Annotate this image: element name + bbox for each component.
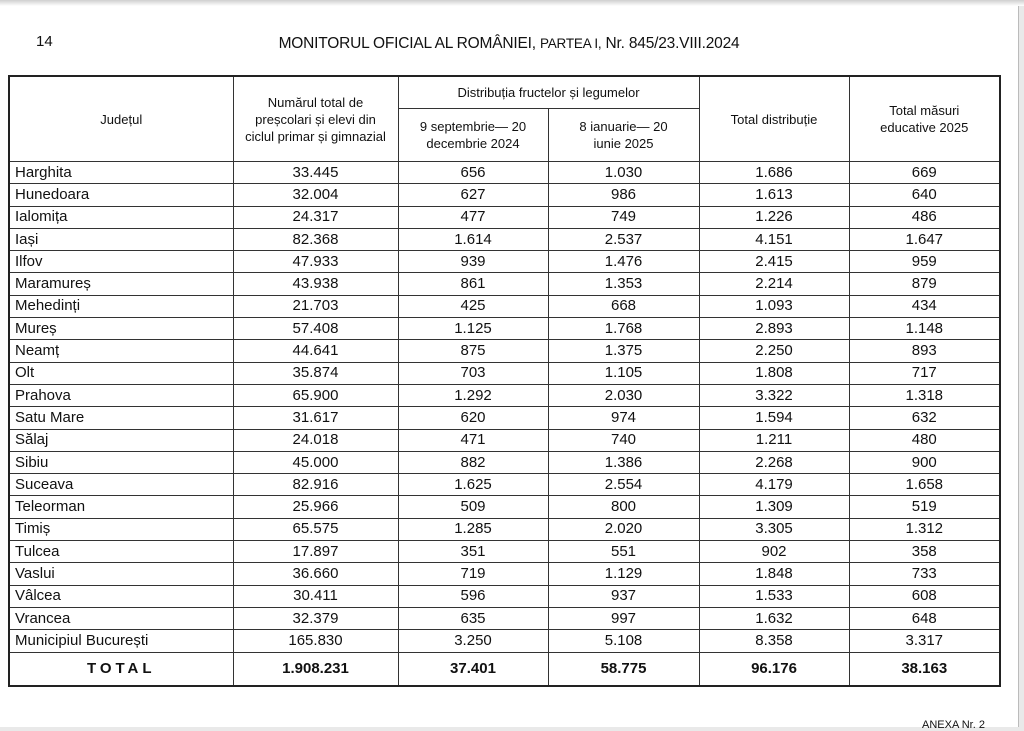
cell-students: 33.445: [233, 162, 398, 184]
cell-period-1: 620: [398, 407, 548, 429]
cell-county: Vrancea: [9, 607, 233, 629]
cell-period-2: 58.775: [548, 652, 699, 686]
table-row: [9, 206, 1000, 228]
cell-period-2: 749: [548, 206, 699, 228]
cell-period-2: 1.030: [548, 162, 699, 184]
cell-period-1: 703: [398, 362, 548, 384]
cell-period-2: 974: [548, 407, 699, 429]
annex-label: ANEXA Nr. 2: [922, 719, 985, 731]
cell-total-distribution: 1.533: [699, 585, 849, 607]
cell-period-1: 477: [398, 206, 548, 228]
cell-educational: 1.658: [849, 474, 1000, 496]
table-row: [9, 384, 1000, 406]
table-row: [9, 630, 1000, 652]
table-row: [9, 541, 1000, 563]
cell-period-2: 1.476: [548, 251, 699, 273]
cell-total-distribution: 1.686: [699, 162, 849, 184]
cell-period-2: 2.030: [548, 384, 699, 406]
table-row: [9, 251, 1000, 273]
cell-total-distribution: 1.808: [699, 362, 849, 384]
cell-county: Tulcea: [9, 541, 233, 563]
cell-total-distribution: 902: [699, 541, 849, 563]
cell-educational: 519: [849, 496, 1000, 518]
cell-period-2: 997: [548, 607, 699, 629]
cell-period-1: 861: [398, 273, 548, 295]
cell-county: Mureș: [9, 318, 233, 340]
cell-county: Teleorman: [9, 496, 233, 518]
cell-students: 24.018: [233, 429, 398, 451]
cell-period-2: 2.020: [548, 518, 699, 540]
table-row: [9, 340, 1000, 362]
cell-total-distribution: 1.613: [699, 184, 849, 206]
cell-total-distribution: 2.214: [699, 273, 849, 295]
cell-county: Timiș: [9, 518, 233, 540]
cell-period-2: 2.554: [548, 474, 699, 496]
cell-period-1: 656: [398, 162, 548, 184]
cell-educational: 733: [849, 563, 1000, 585]
cell-period-2: 1.105: [548, 362, 699, 384]
cell-period-1: 939: [398, 251, 548, 273]
cell-period-2: 1.768: [548, 318, 699, 340]
title-main: MONITORUL OFICIAL AL ROMÂNIEI,: [278, 35, 536, 52]
cell-total-distribution: 4.179: [699, 474, 849, 496]
cell-period-1: 1.292: [398, 384, 548, 406]
cell-period-1: 875: [398, 340, 548, 362]
cell-county: Sălaj: [9, 429, 233, 451]
table-row: [9, 607, 1000, 629]
table-row: [9, 162, 1000, 184]
table-row: [9, 362, 1000, 384]
table-row: [9, 295, 1000, 317]
table-row: [9, 563, 1000, 585]
cell-county: Maramureș: [9, 273, 233, 295]
cell-period-1: 1.625: [398, 474, 548, 496]
cell-total-distribution: 3.305: [699, 518, 849, 540]
cell-total-distribution: 1.594: [699, 407, 849, 429]
cell-educational: 893: [849, 340, 1000, 362]
cell-period-1: 596: [398, 585, 548, 607]
table-row: [9, 429, 1000, 451]
cell-students: 43.938: [233, 273, 398, 295]
cell-students: 165.830: [233, 630, 398, 652]
table-row: [9, 228, 1000, 250]
cell-period-2: 1.129: [548, 563, 699, 585]
cell-period-2: 937: [548, 585, 699, 607]
cell-students: 82.916: [233, 474, 398, 496]
cell-educational: 608: [849, 585, 1000, 607]
cell-students: 47.933: [233, 251, 398, 273]
table-row: [9, 474, 1000, 496]
title-issue: Nr. 845/23.VIII.2024: [605, 35, 740, 52]
cell-period-1: 425: [398, 295, 548, 317]
cell-educational: 648: [849, 607, 1000, 629]
cell-students: 31.617: [233, 407, 398, 429]
table-row: [9, 273, 1000, 295]
header-period-1: 9 septembrie— 20 decembrie 2024: [398, 109, 548, 162]
cell-educational: 632: [849, 407, 1000, 429]
cell-period-2: 1.353: [548, 273, 699, 295]
header-students: Numărul total de preșcolari și elevi din ciclul primar și gimnazial: [233, 76, 398, 162]
header-distribution: Distribuția fructelor și legumelor: [398, 76, 699, 109]
cell-period-1: 471: [398, 429, 548, 451]
cell-students: 82.368: [233, 228, 398, 250]
cell-total-distribution: 8.358: [699, 630, 849, 652]
cell-students: 25.966: [233, 496, 398, 518]
cell-students: 35.874: [233, 362, 398, 384]
cell-students: 1.908.231: [233, 652, 398, 686]
cell-county: Harghita: [9, 162, 233, 184]
cell-total-distribution: 2.268: [699, 451, 849, 473]
cell-educational: 480: [849, 429, 1000, 451]
cell-period-2: 551: [548, 541, 699, 563]
cell-students: 21.703: [233, 295, 398, 317]
cell-total-distribution: 1.309: [699, 496, 849, 518]
table-row: [9, 585, 1000, 607]
cell-period-2: 1.386: [548, 451, 699, 473]
cell-county: Neamț: [9, 340, 233, 362]
cell-period-2: 668: [548, 295, 699, 317]
cell-educational: 486: [849, 206, 1000, 228]
cell-educational: 434: [849, 295, 1000, 317]
cell-county: Ilfov: [9, 251, 233, 273]
cell-total-distribution: 1.211: [699, 429, 849, 451]
cell-county: Satu Mare: [9, 407, 233, 429]
cell-students: 45.000: [233, 451, 398, 473]
cell-period-2: 2.537: [548, 228, 699, 250]
cell-county: Suceava: [9, 474, 233, 496]
table-row: [9, 451, 1000, 473]
cell-county: Vaslui: [9, 563, 233, 585]
cell-county: Iași: [9, 228, 233, 250]
cell-period-1: 1.125: [398, 318, 548, 340]
cell-period-1: 1.285: [398, 518, 548, 540]
cell-period-1: 3.250: [398, 630, 548, 652]
cell-period-1: 37.401: [398, 652, 548, 686]
cell-total-distribution: 1.226: [699, 206, 849, 228]
cell-total-distribution: 3.322: [699, 384, 849, 406]
cell-county: TOTAL: [9, 652, 233, 686]
table-row: [9, 318, 1000, 340]
cell-total-distribution: 4.151: [699, 228, 849, 250]
cell-educational: 900: [849, 451, 1000, 473]
cell-county: Hunedoara: [9, 184, 233, 206]
cell-period-2: 1.375: [548, 340, 699, 362]
cell-period-2: 5.108: [548, 630, 699, 652]
page-title: [0, 35, 1018, 53]
cell-students: 24.317: [233, 206, 398, 228]
cell-students: 32.004: [233, 184, 398, 206]
cell-total-distribution: 96.176: [699, 652, 849, 686]
cell-period-1: 509: [398, 496, 548, 518]
cell-students: 30.411: [233, 585, 398, 607]
cell-period-2: 740: [548, 429, 699, 451]
cell-total-distribution: 2.893: [699, 318, 849, 340]
cell-county: Ialomița: [9, 206, 233, 228]
cell-students: 65.575: [233, 518, 398, 540]
top-shadow: [0, 0, 1024, 6]
cell-total-distribution: 1.632: [699, 607, 849, 629]
cell-students: 36.660: [233, 563, 398, 585]
cell-total-distribution: 1.093: [699, 295, 849, 317]
cell-period-1: 882: [398, 451, 548, 473]
cell-educational: 1.148: [849, 318, 1000, 340]
cell-period-1: 719: [398, 563, 548, 585]
table-row: [9, 184, 1000, 206]
cell-educational: 717: [849, 362, 1000, 384]
title-part: PARTEA I,: [539, 36, 602, 51]
cell-educational: 669: [849, 162, 1000, 184]
table-row: [9, 518, 1000, 540]
cell-county: Olt: [9, 362, 233, 384]
cell-total-distribution: 2.250: [699, 340, 849, 362]
header-educational: Total măsuri educative 2025: [849, 76, 1000, 162]
cell-students: 17.897: [233, 541, 398, 563]
distribution-table: [8, 75, 1001, 687]
cell-educational: 1.312: [849, 518, 1000, 540]
table-row: [9, 496, 1000, 518]
header-county: Județul: [9, 76, 233, 162]
cell-educational: 38.163: [849, 652, 1000, 686]
cell-county: Vâlcea: [9, 585, 233, 607]
cell-county: Prahova: [9, 384, 233, 406]
cell-county: Municipiul București: [9, 630, 233, 652]
cell-total-distribution: 2.415: [699, 251, 849, 273]
cell-educational: 1.647: [849, 228, 1000, 250]
cell-period-2: 800: [548, 496, 699, 518]
page-number: 14: [36, 33, 53, 50]
cell-students: 32.379: [233, 607, 398, 629]
cell-total-distribution: 1.848: [699, 563, 849, 585]
cell-educational: 3.317: [849, 630, 1000, 652]
cell-period-1: 351: [398, 541, 548, 563]
cell-period-1: 1.614: [398, 228, 548, 250]
cell-students: 44.641: [233, 340, 398, 362]
cell-students: 57.408: [233, 318, 398, 340]
cell-educational: 959: [849, 251, 1000, 273]
header-total-distribution: Total distribuție: [699, 76, 849, 162]
cell-educational: 879: [849, 273, 1000, 295]
table-row: [9, 407, 1000, 429]
total-row: [9, 652, 1000, 686]
cell-educational: 1.318: [849, 384, 1000, 406]
cell-county: Sibiu: [9, 451, 233, 473]
cell-period-2: 986: [548, 184, 699, 206]
cell-educational: 358: [849, 541, 1000, 563]
cell-educational: 640: [849, 184, 1000, 206]
header-period-2: 8 ianuarie— 20 iunie 2025: [548, 109, 699, 162]
cell-period-1: 635: [398, 607, 548, 629]
cell-county: Mehedinți: [9, 295, 233, 317]
cell-period-1: 627: [398, 184, 548, 206]
cell-students: 65.900: [233, 384, 398, 406]
